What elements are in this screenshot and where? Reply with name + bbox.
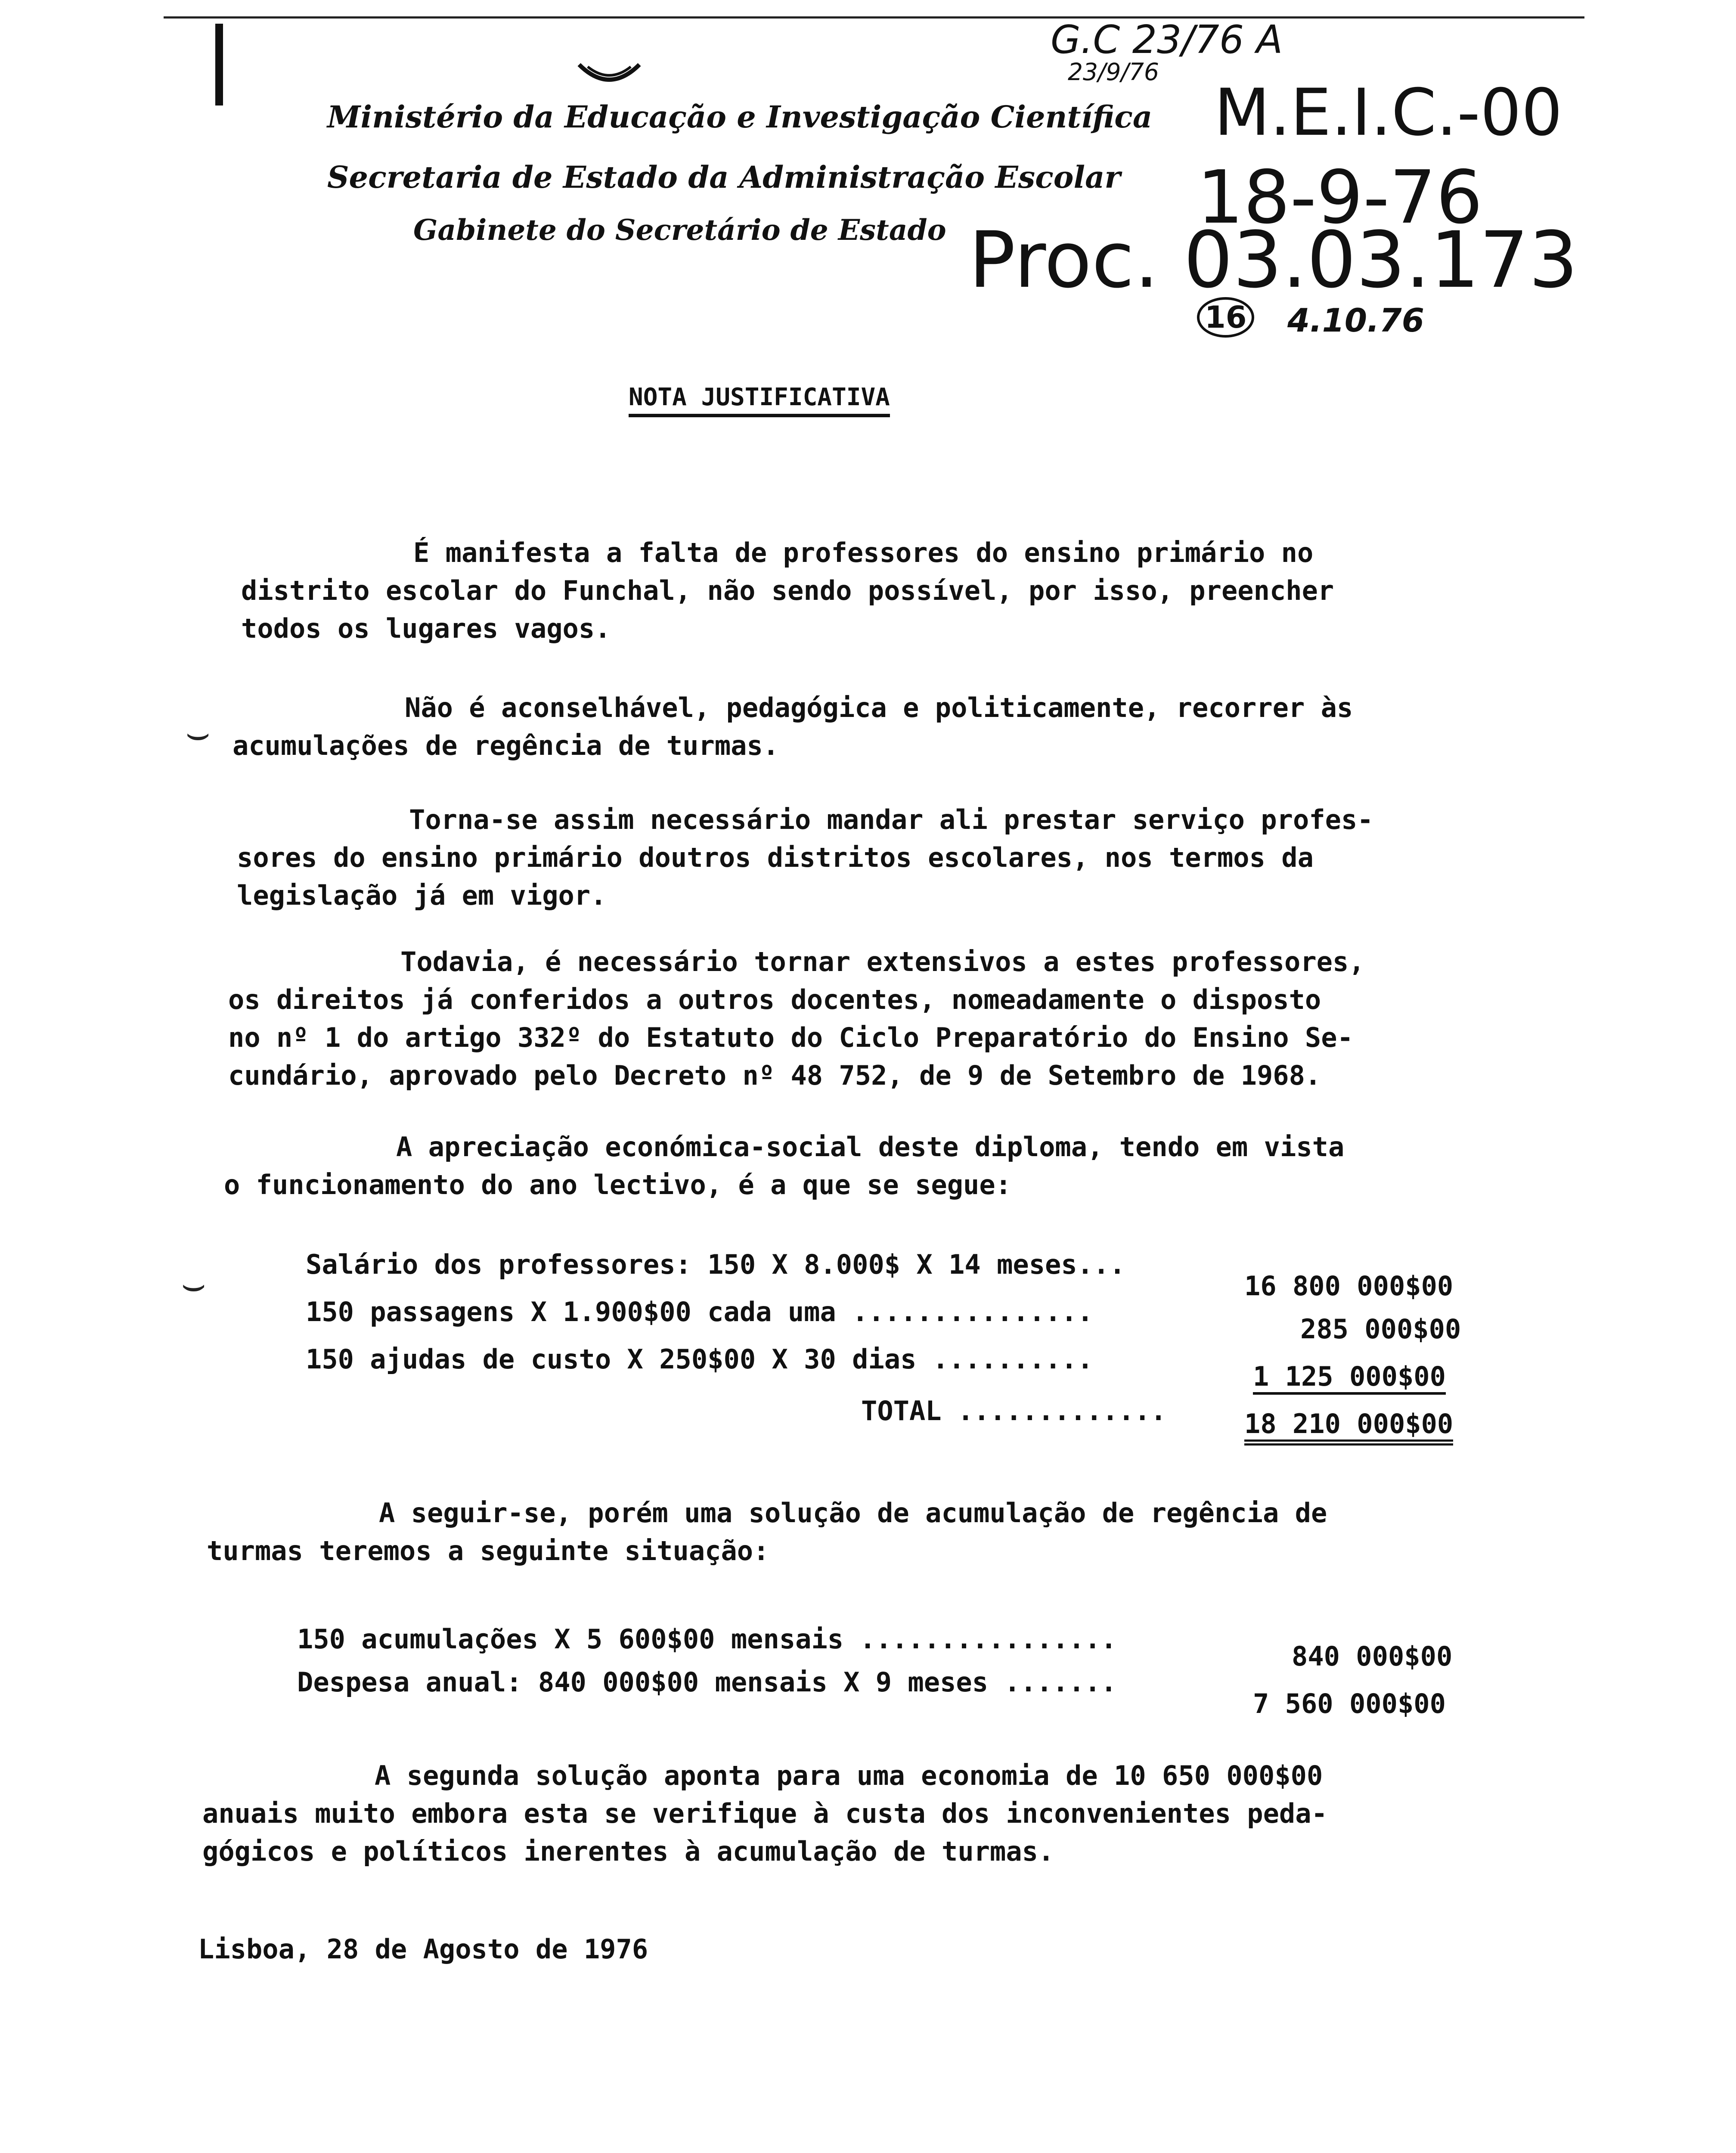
letterhead-gabinete: Gabinete do Secretário de Estado [413, 213, 946, 247]
expense-line-1: Salário dos professores: 150 X 8.000$ X 14 meses... [306, 1249, 1125, 1280]
margin-bar [215, 24, 223, 105]
text-line: Torna-se assim necessário mandar ali prestar serviço profes- [409, 804, 1373, 835]
paragraph-1 [241, 534, 1334, 648]
expense-amount-1: 16 800 000$00 [1244, 1270, 1454, 1302]
expense-line-3: 150 ajudas de custo X 250$00 X 30 dias .......... [306, 1343, 1094, 1375]
margin-mark: ⌣ [181, 1262, 207, 1307]
total-amount: 18 210 000$00 [1244, 1408, 1453, 1446]
reference-annotation: G.C 23/76 A [1051, 17, 1283, 62]
letterhead-secretaria: Secretaria de Estado da Administração Escolar [327, 159, 1121, 195]
margin-mark: ⌣ [185, 710, 211, 756]
paragraph-5 [224, 1128, 1344, 1204]
text-line: turmas teremos a seguinte situação: [207, 1535, 769, 1567]
text-line: os direitos já conferidos a outros docentes, nomeadamente o disposto [228, 984, 1321, 1015]
expense-line-2: 150 passagens X 1.900$00 cada uma ............... [306, 1296, 1094, 1328]
alternative-line-2: Despesa anual: 840 000$00 mensais X 9 meses ....... [297, 1666, 1117, 1698]
text-line: É manifesta a falta de professores do ensino primário no [413, 537, 1314, 568]
text-line: A segunda solução aponta para uma economia de 10 650 000$00 [375, 1760, 1323, 1791]
text-line: legislação já em vigor. [237, 880, 607, 911]
text-line: acumulações de regência de turmas. [232, 730, 779, 761]
paragraph-6 [207, 1494, 1327, 1570]
circled-number: 16 [1197, 297, 1254, 338]
top-rule [164, 16, 1584, 19]
text-line: Não é aconselhável, pedagógica e politicamente, recorrer às [405, 692, 1353, 723]
text-line: sores do ensino primário doutros distritos escolares, nos termos da [237, 842, 1314, 873]
expense-amount-2: 285 000$00 [1300, 1313, 1461, 1345]
paragraph-3 [237, 801, 1373, 915]
text-line: distrito escolar do Funchal, não sendo possível, por isso, preencher [241, 575, 1334, 606]
paragraph-4 [228, 943, 1365, 1095]
text-line: Todavia, é necessário tornar extensivos a estes professores, [400, 946, 1365, 977]
text-line: todos os lugares vagos. [241, 613, 611, 644]
text-line: gógicos e políticos inerentes à acumulação de turmas. [202, 1836, 1054, 1867]
text-line: A seguir-se, porém uma solução de acumulação de regência de [379, 1497, 1327, 1529]
alternative-line-1: 150 acumulações X 5 600$00 mensais ................ [297, 1623, 1117, 1655]
alternative-amount-1: 840 000$00 [1292, 1641, 1453, 1672]
alternative-amount-2: 7 560 000$00 [1253, 1688, 1446, 1719]
code-stamp: M.E.I.C.-00 [1214, 75, 1562, 150]
document-title: NOTA JUSTIFICATIVA [629, 383, 890, 417]
text-line: anuais muito embora esta se verifique à custa dos inconvenientes peda- [202, 1798, 1327, 1829]
date-stamp: 18-9-76 [1197, 155, 1483, 240]
total-label: TOTAL ............. [861, 1395, 1167, 1427]
process-number: Proc. 03.03.173 [969, 215, 1578, 305]
reference-date-annotation: 23/9/76 [1068, 58, 1159, 86]
expense-amount-3: 1 125 000$00 [1253, 1361, 1446, 1395]
text-line: o funcionamento do ano lectivo, é a que se segue: [224, 1169, 1012, 1201]
place-date: Lisboa, 28 de Agosto de 1976 [198, 1933, 648, 1965]
text-line: cundário, aprovado pelo Decreto nº 48 752, de 9 de Setembro de 1968. [228, 1060, 1321, 1091]
emblem-icon [577, 60, 642, 90]
paragraph-7 [202, 1757, 1327, 1871]
paragraph-2 [232, 689, 1353, 765]
text-line: A apreciação económica-social deste diploma, tendo em vista [396, 1131, 1345, 1163]
text-line: no nº 1 do artigo 332º do Estatuto do Ciclo Preparatório do Ensino Se- [228, 1022, 1353, 1053]
letterhead-ministry: Ministério da Educação e Investigação Científica [327, 99, 1153, 135]
date2-annotation: 4.10.76 [1287, 301, 1424, 339]
